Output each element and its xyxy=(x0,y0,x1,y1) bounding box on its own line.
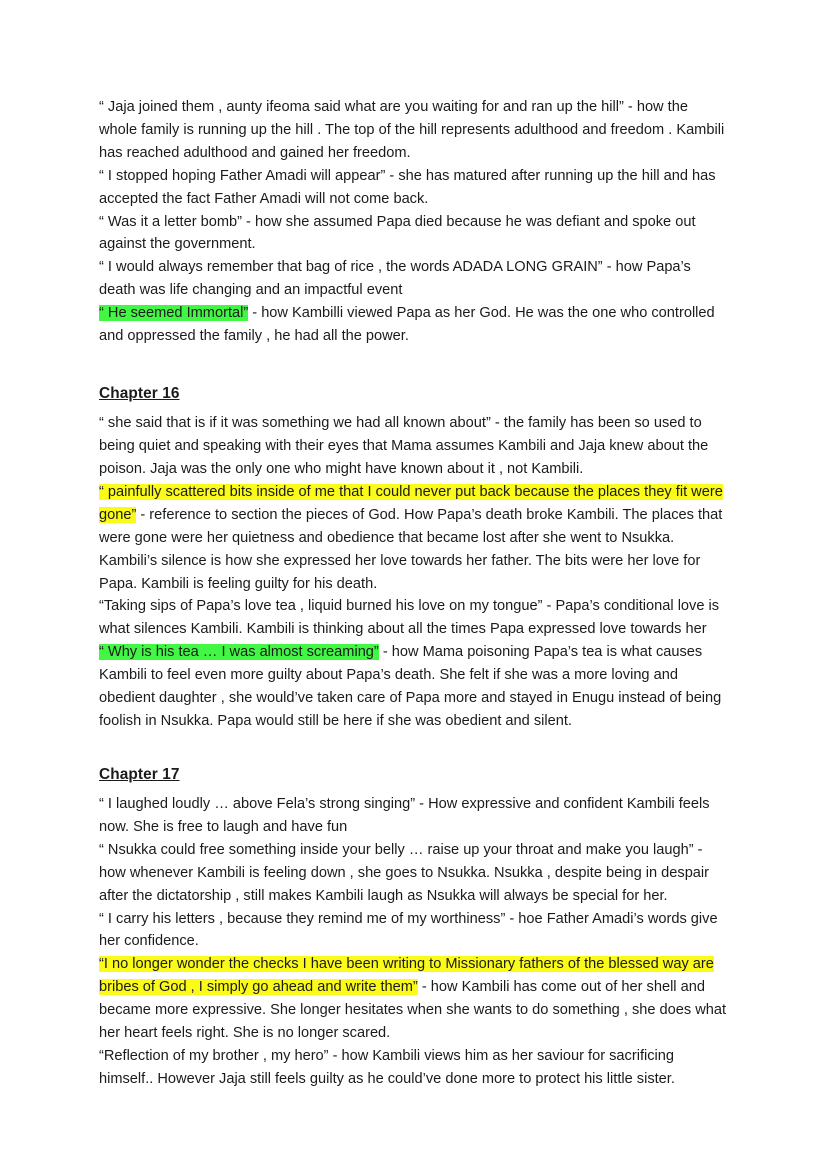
paragraph xyxy=(99,412,729,481)
text-run: “ she said that is if it was something we had all known about” - the family has been so used to being quiet and speaking with their eyes that Mama assumes Kambili and Jaja knew about the poison. Jaja was the only one who might have known about it , not Kambili. xyxy=(99,415,709,477)
document-section xyxy=(99,763,729,1091)
chapter-heading-16: Chapter 16 xyxy=(99,384,180,402)
text-run: - how Kambilli viewed Papa as her God. He was the one who controlled and oppressed the family , he had all the power. xyxy=(99,305,715,345)
paragraph xyxy=(99,165,729,211)
text-run: “Reflection of my brother , my hero” - how Kambili views him as her saviour for sacrificing himself.. However Jaja still feels guilty as he could’ve done more to protect his little sister. xyxy=(99,1048,675,1087)
text-run: - reference to section the pieces of God. How Papa’s death broke Kambili. The places that were gone were her quietness and obedience that became lost after she went to Nsukka. Kambili’s silence is how she expressed her love towards her father. The bits were her love for Papa. Kambili is feeling guilty for his death. xyxy=(99,506,723,592)
paragraph xyxy=(99,1045,729,1091)
highlighted-quote-green: “ He seemed Immortal” xyxy=(99,305,249,322)
text-run: - how Kambili has come out of her shell and became more expressive. She longer hesitates when she wants to do something , she does what her heart feels right. She is no longer scared. xyxy=(99,979,727,1042)
document-body xyxy=(99,96,729,1091)
text-run: “ I stopped hoping Father Amadi will appear” - she has matured after running up the hill and has accepted the fact Father Amadi will not come back. xyxy=(99,167,716,207)
text-run: “ I laughed loudly … above Fela’s strong singing” - How expressive and confident Kambili feels now. She is free to laugh and have fun xyxy=(99,796,710,835)
section-spacer xyxy=(99,733,729,763)
paragraph xyxy=(99,256,729,302)
paragraph xyxy=(99,908,729,954)
highlighted-quote-green: “ Why is his tea … I was almost screaming” xyxy=(99,644,379,661)
paragraph xyxy=(99,839,729,908)
paragraph xyxy=(99,96,729,165)
paragraph xyxy=(99,481,729,596)
paragraph xyxy=(99,595,729,641)
document-section xyxy=(99,96,729,348)
text-run: “Taking sips of Papa’s love tea , liquid burned his love on my tongue” - Papa’s conditional love is what silences Kambili. Kambili is thinking about all the times Papa expressed love towards her xyxy=(99,598,720,638)
text-run: “ I carry his letters , because they remind me of my worthiness” - hoe Father Amadi’s words give her confidence. xyxy=(99,910,718,950)
text-run: “ I would always remember that bag of rice , the words ADADA LONG GRAIN” - how Papa’s death was life changing and an impactful event xyxy=(99,259,691,299)
paragraph xyxy=(99,302,729,348)
highlighted-quote-yellow: “ painfully scattered bits inside of me that I could never put back because the places they fit were gone” xyxy=(99,483,723,523)
document-section xyxy=(99,382,729,733)
paragraph xyxy=(99,641,729,733)
paragraph xyxy=(99,953,729,1045)
text-run: “ Was it a letter bomb” - how she assumed Papa died because he was defiant and spoke out against the government. xyxy=(99,213,696,253)
text-run: “ Nsukka could free something inside your belly … raise up your throat and make you laugh” - how whenever Kambili is feeling down , she goes to Nsukka. Nsukka , despite being in despair after the dictatorship , still makes Kambili laugh as Nsukka will always be special for her. xyxy=(99,841,710,904)
text-run: “ Jaja joined them , aunty ifeoma said what are you waiting for and ran up the hill” - how the whole family is running up the hill . The top of the hill represents adulthood and freedom . Kambili has reached adulthood and gained her freedom. xyxy=(99,99,725,161)
chapter-heading-17: Chapter 17 xyxy=(99,765,180,783)
paragraph xyxy=(99,211,729,257)
text-run: - how Mama poisoning Papa’s tea is what causes Kambili to feel even more guilty about Papa’s death. She felt if she was a more loving and obedient daughter , she would’ve taken care of Papa more and stayed in Enugu instead of being foolish in Nsukka. Papa would still be here if she was obedient and silent. xyxy=(99,644,722,729)
highlighted-quote-yellow: “I no longer wonder the checks I have been writing to Missionary fathers of the blessed way are bribes of God , I simply go ahead and write them” xyxy=(99,956,714,996)
paragraph xyxy=(99,793,729,839)
section-spacer xyxy=(99,348,729,382)
